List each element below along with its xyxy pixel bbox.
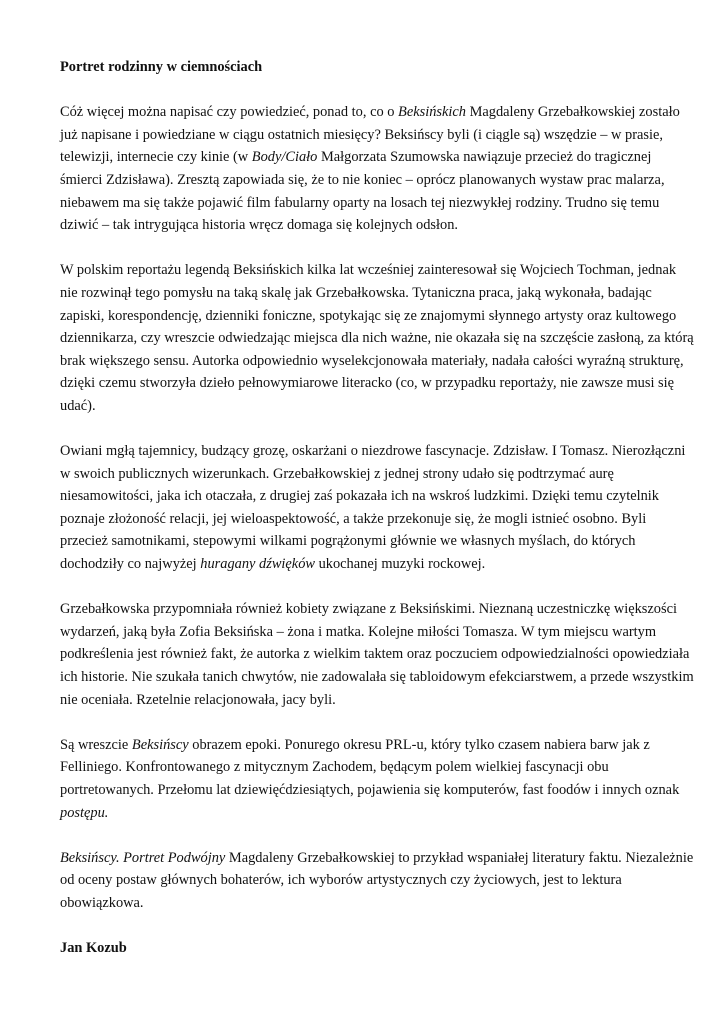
italic-run: Beksińscy (131, 736, 189, 753)
author-signature: Jan Kozub (60, 940, 127, 957)
article (60, 56, 695, 960)
italic-run: Body/Ciało (251, 149, 318, 166)
italic-run: Beksińskich (398, 104, 466, 121)
text-run: obrazem epoki. Ponurego okresu PRL-u, który tylko czasem nabiera barw jak z Felliniego. Konfrontowanego z mitycznym Zachodem, będącym polem wielkiej fascynacji obu portretowanych. Przełomu lat dziewięćdziesiątych, pojawienia się komputerów, fast foodów i innych oznak (60, 736, 680, 798)
italic-run: postępu. (60, 804, 109, 821)
text-run: Są wreszcie (60, 736, 132, 753)
text-run: Magdaleny Grzebałkowskiej to przykład wspaniałej literatury faktu. Niezależnie od oceny postaw głównych bohaterów, ich wyborów artystycznych czy życiowych, jest to lektura obowiązkowa. (60, 849, 694, 911)
paragraph-6 (60, 847, 695, 915)
text-run: Owiani mgłą tajemnicy, budzący grozę, oskarżani o niezdrowe fascynacje. Zdzisław. I Tomasz. Nierozłączni w swoich publicznych wizerunkach. Grzebałkowskiej z jednej strony udało się podtrzymać aurę niesamowitości, jaka ich otaczała, z drugiej zaś pokazała ich na wskroś ludzkimi. Dzięki temu czytelnik poznaje złożoność relacji, jej wieloaspektowość, a także przekonuje się, że mogli istnieć osobno. Byli przecież samotnikami, stepowymi wilkami pogrążonymi głównie we własnych myślach, do których dochodziły co najwyżej (60, 443, 686, 573)
italic-run: Beksińscy. Portret Podwójny (60, 849, 226, 866)
paragraph-3 (60, 440, 695, 576)
article-title: Portret rodzinny w ciemnościach (60, 59, 263, 75)
text-run: Magdaleny Grzebałkowskiej zostało już napisane i powiedziane w ciągu ostatnich miesięcy? Beksińscy byli (i ciągle są) wszędzie – w prasie, telewizji, internecie czy kinie (w (60, 104, 680, 166)
text-run: Grzebałkowska przypomniała również kobiety związane z Beksińskimi. Nieznaną uczestniczkę większości wydarzeń, jaką była Zofia Beksińska – żona i matka. Kolejne miłości Tomasza. W tym miejscu wartym podkreślenia jest również fakt, że autorka z wielkim taktem oraz poczuciem odpowiedzialności opowiedziała ich historie. Nie szukała tanich chwytów, nie zadowalała się tabloidowym efekciarstwem, a przede wszystkim nie oceniała. Rzetelnie relacjonowała, jacy byli. (60, 601, 694, 708)
text-run: Cóż więcej można napisać czy powiedzieć, ponad to, co o (60, 104, 399, 121)
paragraph-5 (60, 734, 695, 824)
paragraph-1 (60, 101, 695, 237)
text-run: Małgorzata Szumowska nawiązuje przecież do tragicznej śmierci Zdzisława). Zresztą zapowiada się, że to nie koniec – oprócz planowanych wystaw prac malarza, niebawem ma się także pojawić film fabularny oparty na losach tej niezwykłej rodziny. Trudno się temu dziwić – tak intrygująca historia wręcz domaga się kolejnych odsłon. (60, 149, 665, 234)
text-run: W polskim reportażu legendą Beksińskich kilka lat wcześniej zainteresował się Wojciech Tochman, jednak nie rozwinął tego pomysłu na taką skalę jak Grzebałkowska. Tytaniczna praca, jaką wykonała, badając zapiski, korespondencję, dzienniki foniczne, spotykając się ze znajomymi słynnego artysty oraz kultowego dziennikarza, czy wreszcie odwiedzając miejsca dla nich ważne, nie okazała się na szczęście zasłoną, za którą brak większego sensu. Autorka odpowiednio wyselekcjonowała materiały, nadała całości wyraźną strukturę, dzięki czemu stworzyła dzieło pełnowymiarowe literacko (co, w przypadku reportaży, nie zawsze musi się udać). (60, 262, 694, 414)
text-run: ukochanej muzyki rockowej. (314, 556, 486, 573)
paragraph-2 (60, 259, 695, 417)
italic-run: huragany dźwięków (200, 556, 315, 573)
paragraph-4 (60, 598, 695, 711)
